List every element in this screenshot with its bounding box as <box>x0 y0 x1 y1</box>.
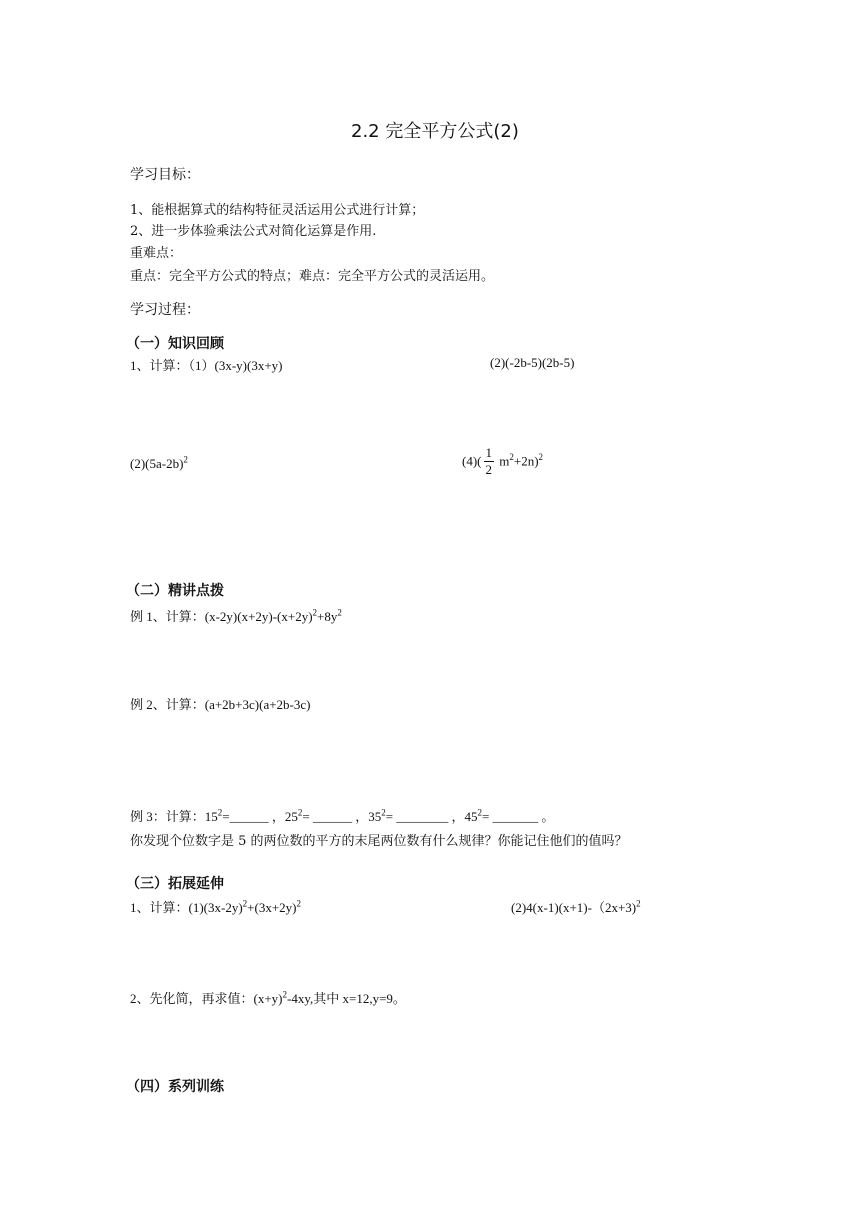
review-question-2: (2)(-2b-5)(2b-5) <box>490 355 575 370</box>
example-3-text-d: = ________ ，45 <box>385 809 478 824</box>
extension-question-1b-text: (2)4(x-1)(x+1)-（2x+3) <box>511 900 637 915</box>
fraction-numerator: 1 <box>485 445 492 460</box>
section-1-heading: （一）知识回顾 <box>126 336 224 352</box>
process-heading: 学习过程： <box>130 302 200 318</box>
section-2-heading: （二）精讲点拨 <box>126 583 224 599</box>
goals-heading: 学习目标： <box>130 167 200 183</box>
extension-question-2-text-a: 2、先化简，再求值：(x+y) <box>130 991 283 1006</box>
fraction-one-half <box>484 445 495 478</box>
extension-question-2-exponent: 2 <box>282 989 287 1000</box>
extension-question-2-text-b: -4xy,其中 x=12,y=9。 <box>287 991 406 1006</box>
extension-question-1-text-b: +(3x+2y) <box>247 900 297 915</box>
example-3-text-e: = _______ 。 <box>482 809 555 824</box>
review-question-1: 1、计算：（1）(3x-y)(3x+y) <box>130 358 283 373</box>
example-1-exponent-1: 2 <box>312 607 318 618</box>
review-question-3-base: (2)(5a-2b) <box>130 456 184 471</box>
goal-item-1: 1、能根据算式的结构特征灵活运用公式进行计算； <box>130 203 425 218</box>
extension-question-1-exponent-1: 2 <box>242 898 248 909</box>
example-3 <box>130 806 554 825</box>
review-question-4-m: m <box>496 453 510 469</box>
extension-question-2 <box>130 988 406 1007</box>
example-3-exponent-1: 2 <box>217 807 223 818</box>
example-1-exponent-2: 2 <box>337 607 342 618</box>
example-3-exponent-3: 2 <box>381 807 386 818</box>
example-3-text-a: 例 3：计算：15 <box>130 809 218 824</box>
example-1 <box>130 606 342 625</box>
section-4-heading: （四）系列训练 <box>126 1079 224 1095</box>
example-3-question: 你发现个位数字是 5 的两位数的平方的末尾两位数有什么规律？你能记住他们的值吗？ <box>130 834 628 849</box>
example-3-exponent-2: 2 <box>297 807 303 818</box>
extension-question-1b-exponent: 2 <box>636 898 641 909</box>
review-question-4-m-exponent: 2 <box>509 452 514 463</box>
review-question-3-exponent: 2 <box>183 454 188 465</box>
example-3-text-c: = ______ ，35 <box>302 809 382 824</box>
key-points-text: 重点：完全平方公式的特点；难点：完全平方公式的灵活运用。 <box>130 269 495 284</box>
extension-question-1 <box>130 897 301 916</box>
extension-question-1b <box>511 897 641 916</box>
example-1-text-b: +8y <box>317 609 338 624</box>
section-3-heading: （三）拓展延伸 <box>126 876 224 892</box>
page-title: 2.2 完全平方公式(2) <box>351 121 519 142</box>
goal-item-2: 2、进一步体验乘法公式对简化运算是作用. <box>130 224 377 239</box>
review-question-3 <box>130 456 188 472</box>
review-question-4-exponent: 2 <box>538 452 544 463</box>
example-1-text: 例 1、计算：(x-2y)(x+2y)-(x+2y) <box>130 609 313 624</box>
review-question-4-rest: +2n) <box>513 453 539 469</box>
example-2: 例 2、计算：(a+2b+3c)(a+2b-3c) <box>130 697 311 712</box>
key-points-heading: 重难点： <box>130 246 183 261</box>
example-3-text-b: =______ ，25 <box>222 809 298 824</box>
review-question-4-open: (4)( <box>462 453 482 469</box>
extension-question-1-exponent-2: 2 <box>296 898 301 909</box>
example-3-exponent-4: 2 <box>477 807 483 818</box>
review-question-4 <box>462 446 543 479</box>
extension-question-1-text-a: 1、计算：(1)(3x-2y) <box>130 900 243 915</box>
fraction-denominator: 2 <box>485 462 492 477</box>
